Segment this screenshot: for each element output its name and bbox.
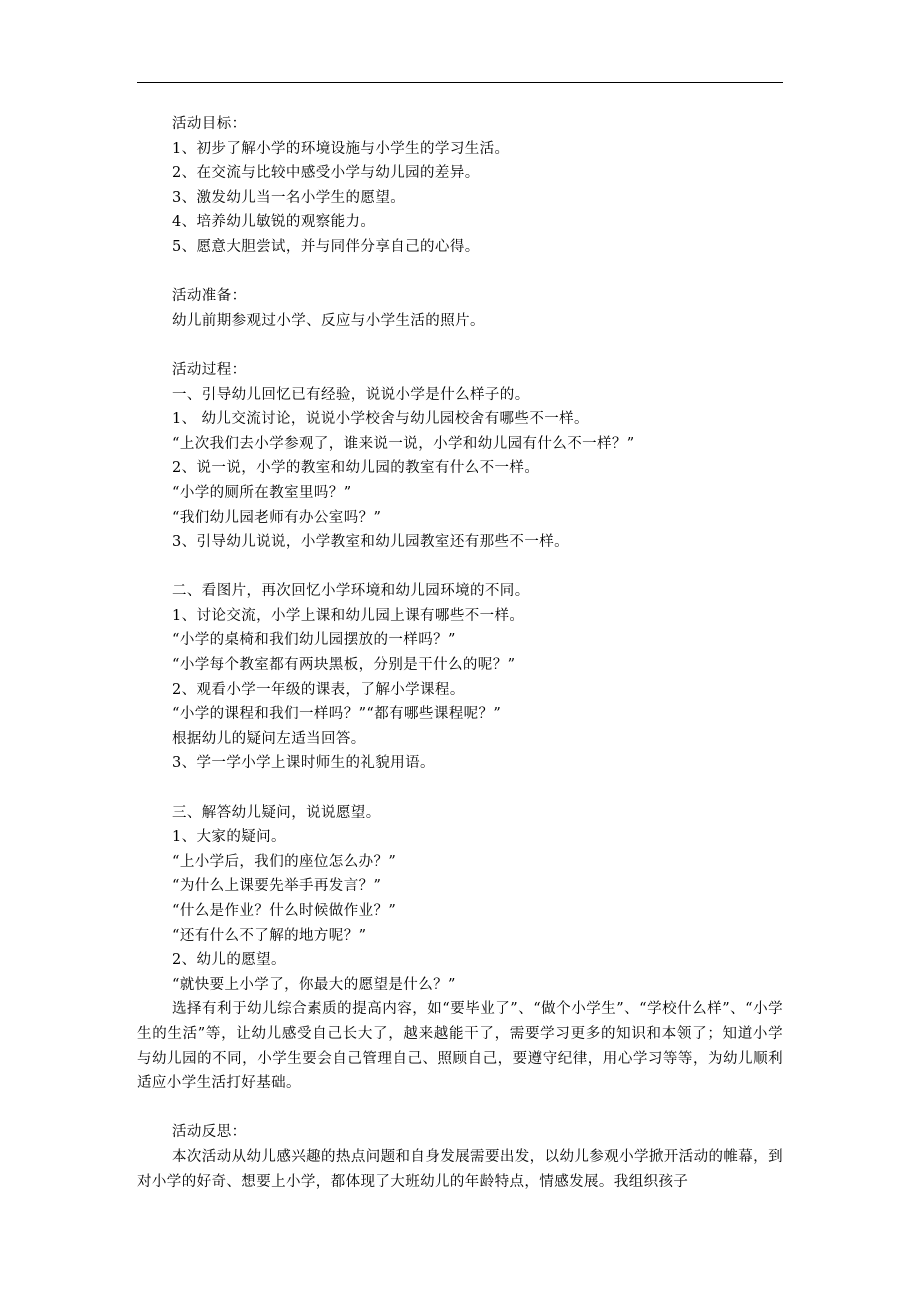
process-step: 3、引导幼儿说说，小学教室和幼儿园教室还有那些不一样。: [172, 534, 570, 551]
process-step: 二、看图片，再次回忆小学环境和幼儿园环境的不同。: [172, 583, 530, 600]
process-step: “小学的桌椅和我们幼儿园摆放的一样吗？”: [172, 632, 456, 649]
header-rule: [137, 82, 783, 83]
process-step: “还有什么不了解的地方呢？”: [172, 927, 367, 944]
prep-heading: 活动准备：: [172, 288, 247, 305]
goal-item: 5、愿意大胆尝试，并与同伴分享自己的心得。: [172, 238, 480, 255]
goals-heading: 活动目标：: [172, 116, 247, 132]
process-step: 1、大家的疑问。: [172, 829, 286, 846]
goal-item: 2、在交流与比较中感受小学与幼儿园的差异。: [172, 165, 480, 182]
goal-item: 1、初步了解小学的环境设施与小学生的学习生活。: [172, 140, 510, 157]
process-step: 根据幼儿的疑问左适当回答。: [172, 730, 366, 747]
process-step: “小学的厕所在教室里吗？”: [172, 484, 352, 501]
prep-text: 幼儿前期参观过小学、反应与小学生活的照片。: [172, 312, 485, 329]
process-step: “上小学后，我们的座位怎么办？”: [172, 853, 397, 870]
process-step: 1、讨论交流，小学上课和幼儿园上课有哪些不一样。: [172, 607, 525, 624]
process-heading: 活动过程：: [172, 361, 247, 378]
process-step: 2、说一说，小学的教室和幼儿园的教室有什么不一样。: [172, 460, 540, 477]
reflection-text: 本次活动从幼儿感兴趣的热点问题和自身发展需要出发，以幼儿参观小学掀开活动的帷幕，到对小学的好奇、想要上小学，都体现了大班幼儿的年龄特点，情感发展。我组织孩子: [137, 1148, 783, 1190]
process-summary: 选择有利于幼儿综合素质的提高内容，如“要毕业了”、“做个小学生”、“学校什么样”、“小学生的生活”等，让幼儿感受自己长大了，越来越能干了，需要学习更多的知识和本领了；知道小学与幼儿园的不同，小学生要会自己管理自己、照顾自己，要遵守纪律，用心学习等等，为幼儿顺利适应小学生活打好基础。: [137, 1001, 783, 1092]
process-step: 2、幼儿的愿望。: [172, 952, 286, 969]
process-step: 2、观看小学一年级的课表，了解小学课程。: [172, 681, 465, 698]
process-step: “上次我们去小学参观了，谁来说一说，小学和幼儿园有什么不一样？”: [172, 435, 635, 452]
process-step: “为什么上课要先举手再发言？”: [172, 878, 382, 895]
process-step: 三、解答幼儿疑问，说说愿望。: [172, 804, 381, 821]
goal-item: 4、培养幼儿敏锐的观察能力。: [172, 214, 376, 231]
process-step: “小学每个教室都有两块黑板，分别是干什么的呢？”: [172, 657, 516, 674]
goal-item: 3、激发幼儿当一名小学生的愿望。: [172, 189, 406, 206]
reflection-heading: 活动反思：: [172, 1124, 247, 1141]
process-step: 一、引导幼儿回忆已有经验，说说小学是什么样子的。: [172, 386, 530, 403]
process-step: “我们幼儿园老师有办公室吗？”: [172, 509, 382, 526]
process-step: “小学的课程和我们一样吗？”“都有哪些课程呢？”: [172, 706, 502, 723]
document-body: [137, 112, 783, 1194]
process-step: “什么是作业？什么时候做作业？”: [172, 903, 397, 919]
process-step: “就快要上小学了，你最大的愿望是什么？”: [172, 976, 456, 993]
process-step: 1、 幼儿交流讨论，说说小学校舍与幼儿园校舍有哪些不一样。: [172, 411, 589, 428]
process-step: 3、学一学小学上课时师生的礼貌用语。: [172, 755, 435, 772]
